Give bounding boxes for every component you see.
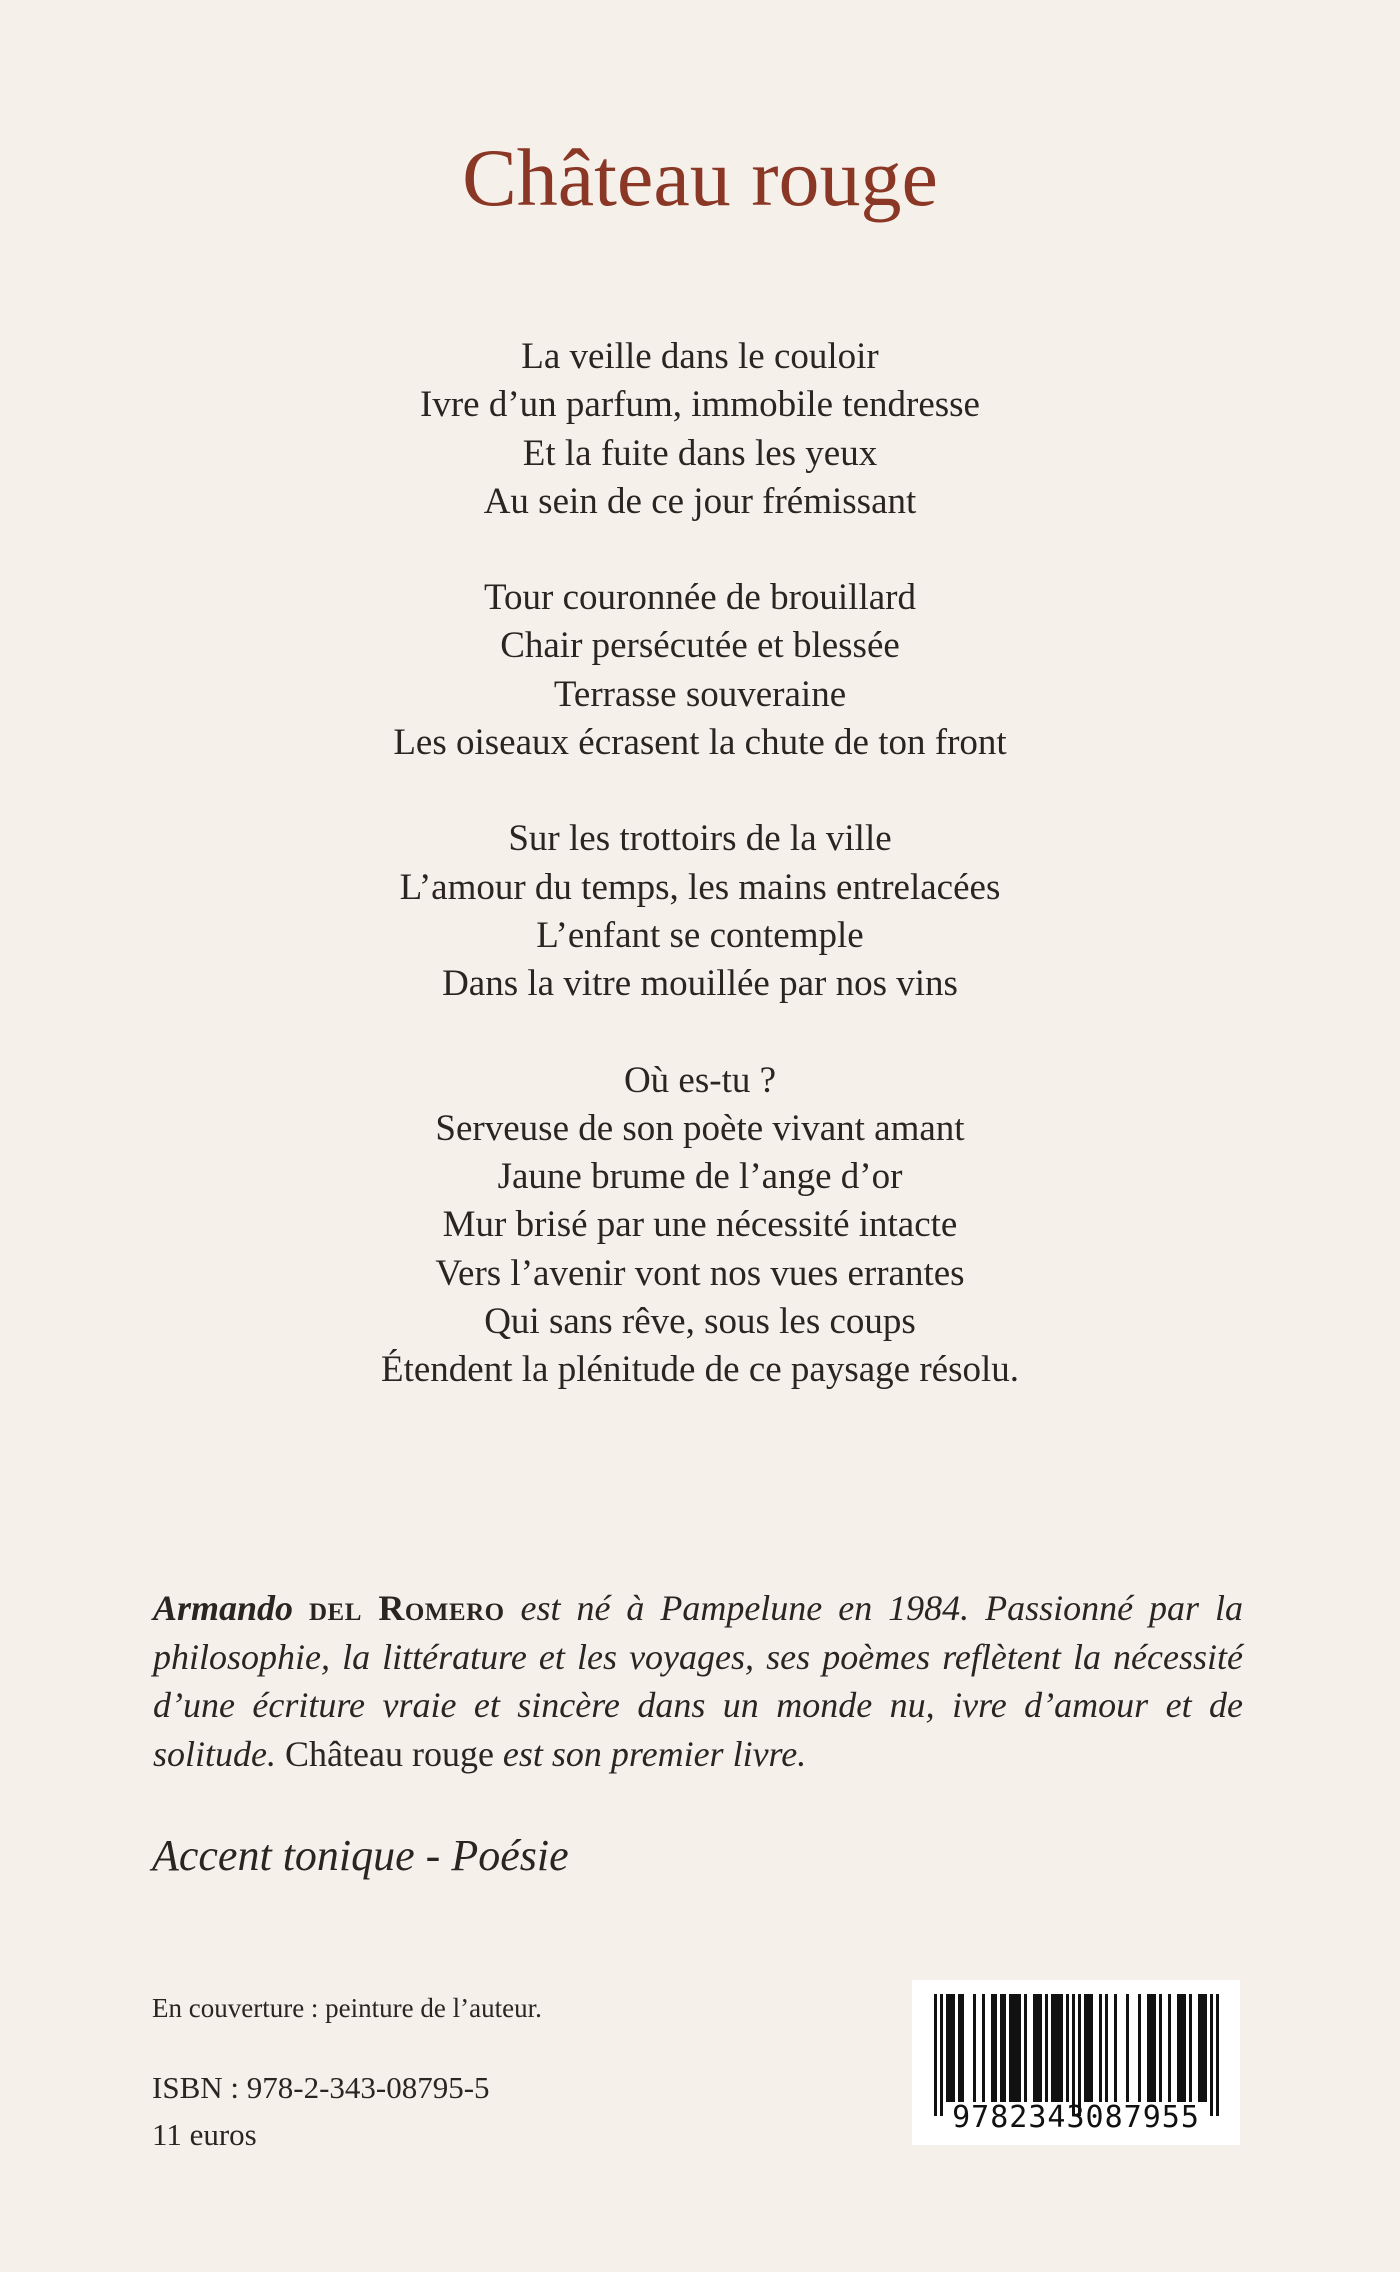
barcode-bar [1036, 1994, 1039, 2102]
barcode-bar [1000, 1994, 1003, 2102]
barcode-bar [1039, 1994, 1042, 2102]
bio-book-title: Château rouge [285, 1733, 494, 1774]
barcode-bar [1090, 1994, 1093, 2102]
barcode-bar [994, 1994, 997, 2102]
barcode-bar [1078, 1994, 1081, 2116]
barcode-bar [1051, 1994, 1054, 2102]
poem-stanza-3 [0, 815, 1400, 1008]
poem-line: L’enfant se contemple [536, 914, 864, 956]
barcode-bar [1126, 1994, 1129, 2102]
poem-line: Dans la vitre mouillée par nos vins [442, 963, 958, 1005]
barcode-bar [1201, 1994, 1204, 2102]
poem-line: Qui sans rêve, sous les coups [484, 1301, 916, 1343]
barcode-bar [1183, 1994, 1186, 2102]
barcode-bar [1072, 1994, 1075, 2116]
barcode-bar [1204, 1994, 1207, 2102]
cover-credit: En couverture : peinture de l’auteur. [152, 1993, 542, 2023]
barcode-bar [1150, 1994, 1153, 2102]
barcode-bar [1189, 1994, 1192, 2102]
author-bio [153, 1584, 1243, 1778]
poem-line: Vers l’avenir vont nos vues errantes [435, 1252, 965, 1294]
barcode-bar [1087, 1994, 1090, 2102]
barcode-bar [1138, 1994, 1141, 2102]
poem-line: Au sein de ce jour frémissant [483, 480, 917, 522]
barcode-bar [1060, 1994, 1063, 2102]
barcode-bar [1180, 1994, 1183, 2102]
poem-line: Les oiseaux écrasent la chute de ton front [393, 722, 1007, 764]
barcode-bar [991, 1994, 994, 2102]
barcode-bar [1210, 1994, 1213, 2116]
book-title: Château rouge [462, 132, 938, 223]
barcode-bar [1168, 1994, 1171, 2102]
barcode-bar [1159, 1994, 1162, 2102]
barcode-bar [1066, 1994, 1069, 2102]
barcode-bar [1153, 1994, 1156, 2102]
price: 11 euros [152, 2117, 257, 2152]
barcode-bar [1084, 1994, 1087, 2102]
barcode-bar [1198, 1994, 1201, 2102]
poem-line: Jaune brume de l’ange d’or [497, 1156, 903, 1198]
barcode-bar [1045, 1994, 1048, 2102]
barcode-bar [1105, 1994, 1108, 2102]
poem-line: Sur les trottoirs de la ville [508, 818, 892, 860]
barcode-bar [1012, 1994, 1015, 2102]
barcode-digits: 9782343087955 [952, 2100, 1200, 2135]
barcode-bar [973, 1994, 976, 2102]
barcode-bar [952, 1994, 955, 2102]
poem-stanza-1 [0, 333, 1400, 526]
author-last-name: del Romero [309, 1588, 505, 1628]
barcode-bar [1114, 1994, 1117, 2102]
barcode-bar [982, 1994, 985, 2102]
poem [0, 333, 1400, 1443]
poem-line: L’amour du temps, les mains entrelacées [399, 866, 1001, 908]
author-first-name: Armando [153, 1588, 294, 1628]
barcode-bar [934, 1994, 937, 2116]
poem-line: Serveuse de son poète vivant amant [435, 1107, 965, 1149]
barcode-bar [1018, 1994, 1021, 2102]
barcode-bar [1147, 1994, 1150, 2102]
isbn: ISBN : 978-2-343-08795-5 [152, 2070, 490, 2105]
barcode-bar [1015, 1994, 1018, 2102]
collection-name: Accent tonique - Poésie [152, 1831, 569, 1880]
barcode-bar [1003, 1994, 1006, 2102]
barcode-bar [1177, 1994, 1180, 2102]
poem-line: Où es-tu ? [623, 1059, 777, 1101]
barcode-bar [1099, 1994, 1102, 2102]
barcode-bar [1054, 1994, 1057, 2102]
barcode [912, 1980, 1240, 2145]
poem-line: Et la fuite dans les yeux [522, 432, 878, 474]
poem-line: Étendent la plénitude de ce paysage résolu. [381, 1349, 1019, 1391]
barcode-bar [1216, 1994, 1219, 2116]
barcode-bar [1009, 1994, 1012, 2102]
barcode-bar [1057, 1994, 1060, 2102]
bio-text-end: est son premier livre. [493, 1733, 807, 1774]
poem-line: La veille dans le couloir [521, 336, 879, 377]
barcode-bar [949, 1994, 952, 2102]
poem-line: Ivre d’un parfum, immobile tendresse [420, 384, 980, 426]
barcode-bar [958, 1994, 961, 2102]
barcode-bar [1024, 1994, 1027, 2102]
poem-stanza-4 [0, 1057, 1400, 1395]
barcode-bar [946, 1994, 949, 2102]
poem-stanza-2 [0, 574, 1400, 767]
barcode-bar [940, 1994, 943, 2116]
poem-line: Terrasse souveraine [553, 673, 847, 715]
barcode-bar [961, 1994, 964, 2102]
barcode-bar [1033, 1994, 1036, 2102]
bio-text: est né à Pampelune en 1984. Passionné par la philosophie, la littérature et les voyages, ses poèmes reflètent la nécessité d’une écriture vraie et sincère dans un monde nu, ivre d’amour et de solitude. [153, 1588, 1244, 1774]
poem-line: Mur brisé par une nécessité intacte [442, 1204, 958, 1246]
poem-line: Chair persécutée et blessée [500, 625, 900, 667]
poem-line: Tour couronnée de brouillard [483, 577, 916, 619]
